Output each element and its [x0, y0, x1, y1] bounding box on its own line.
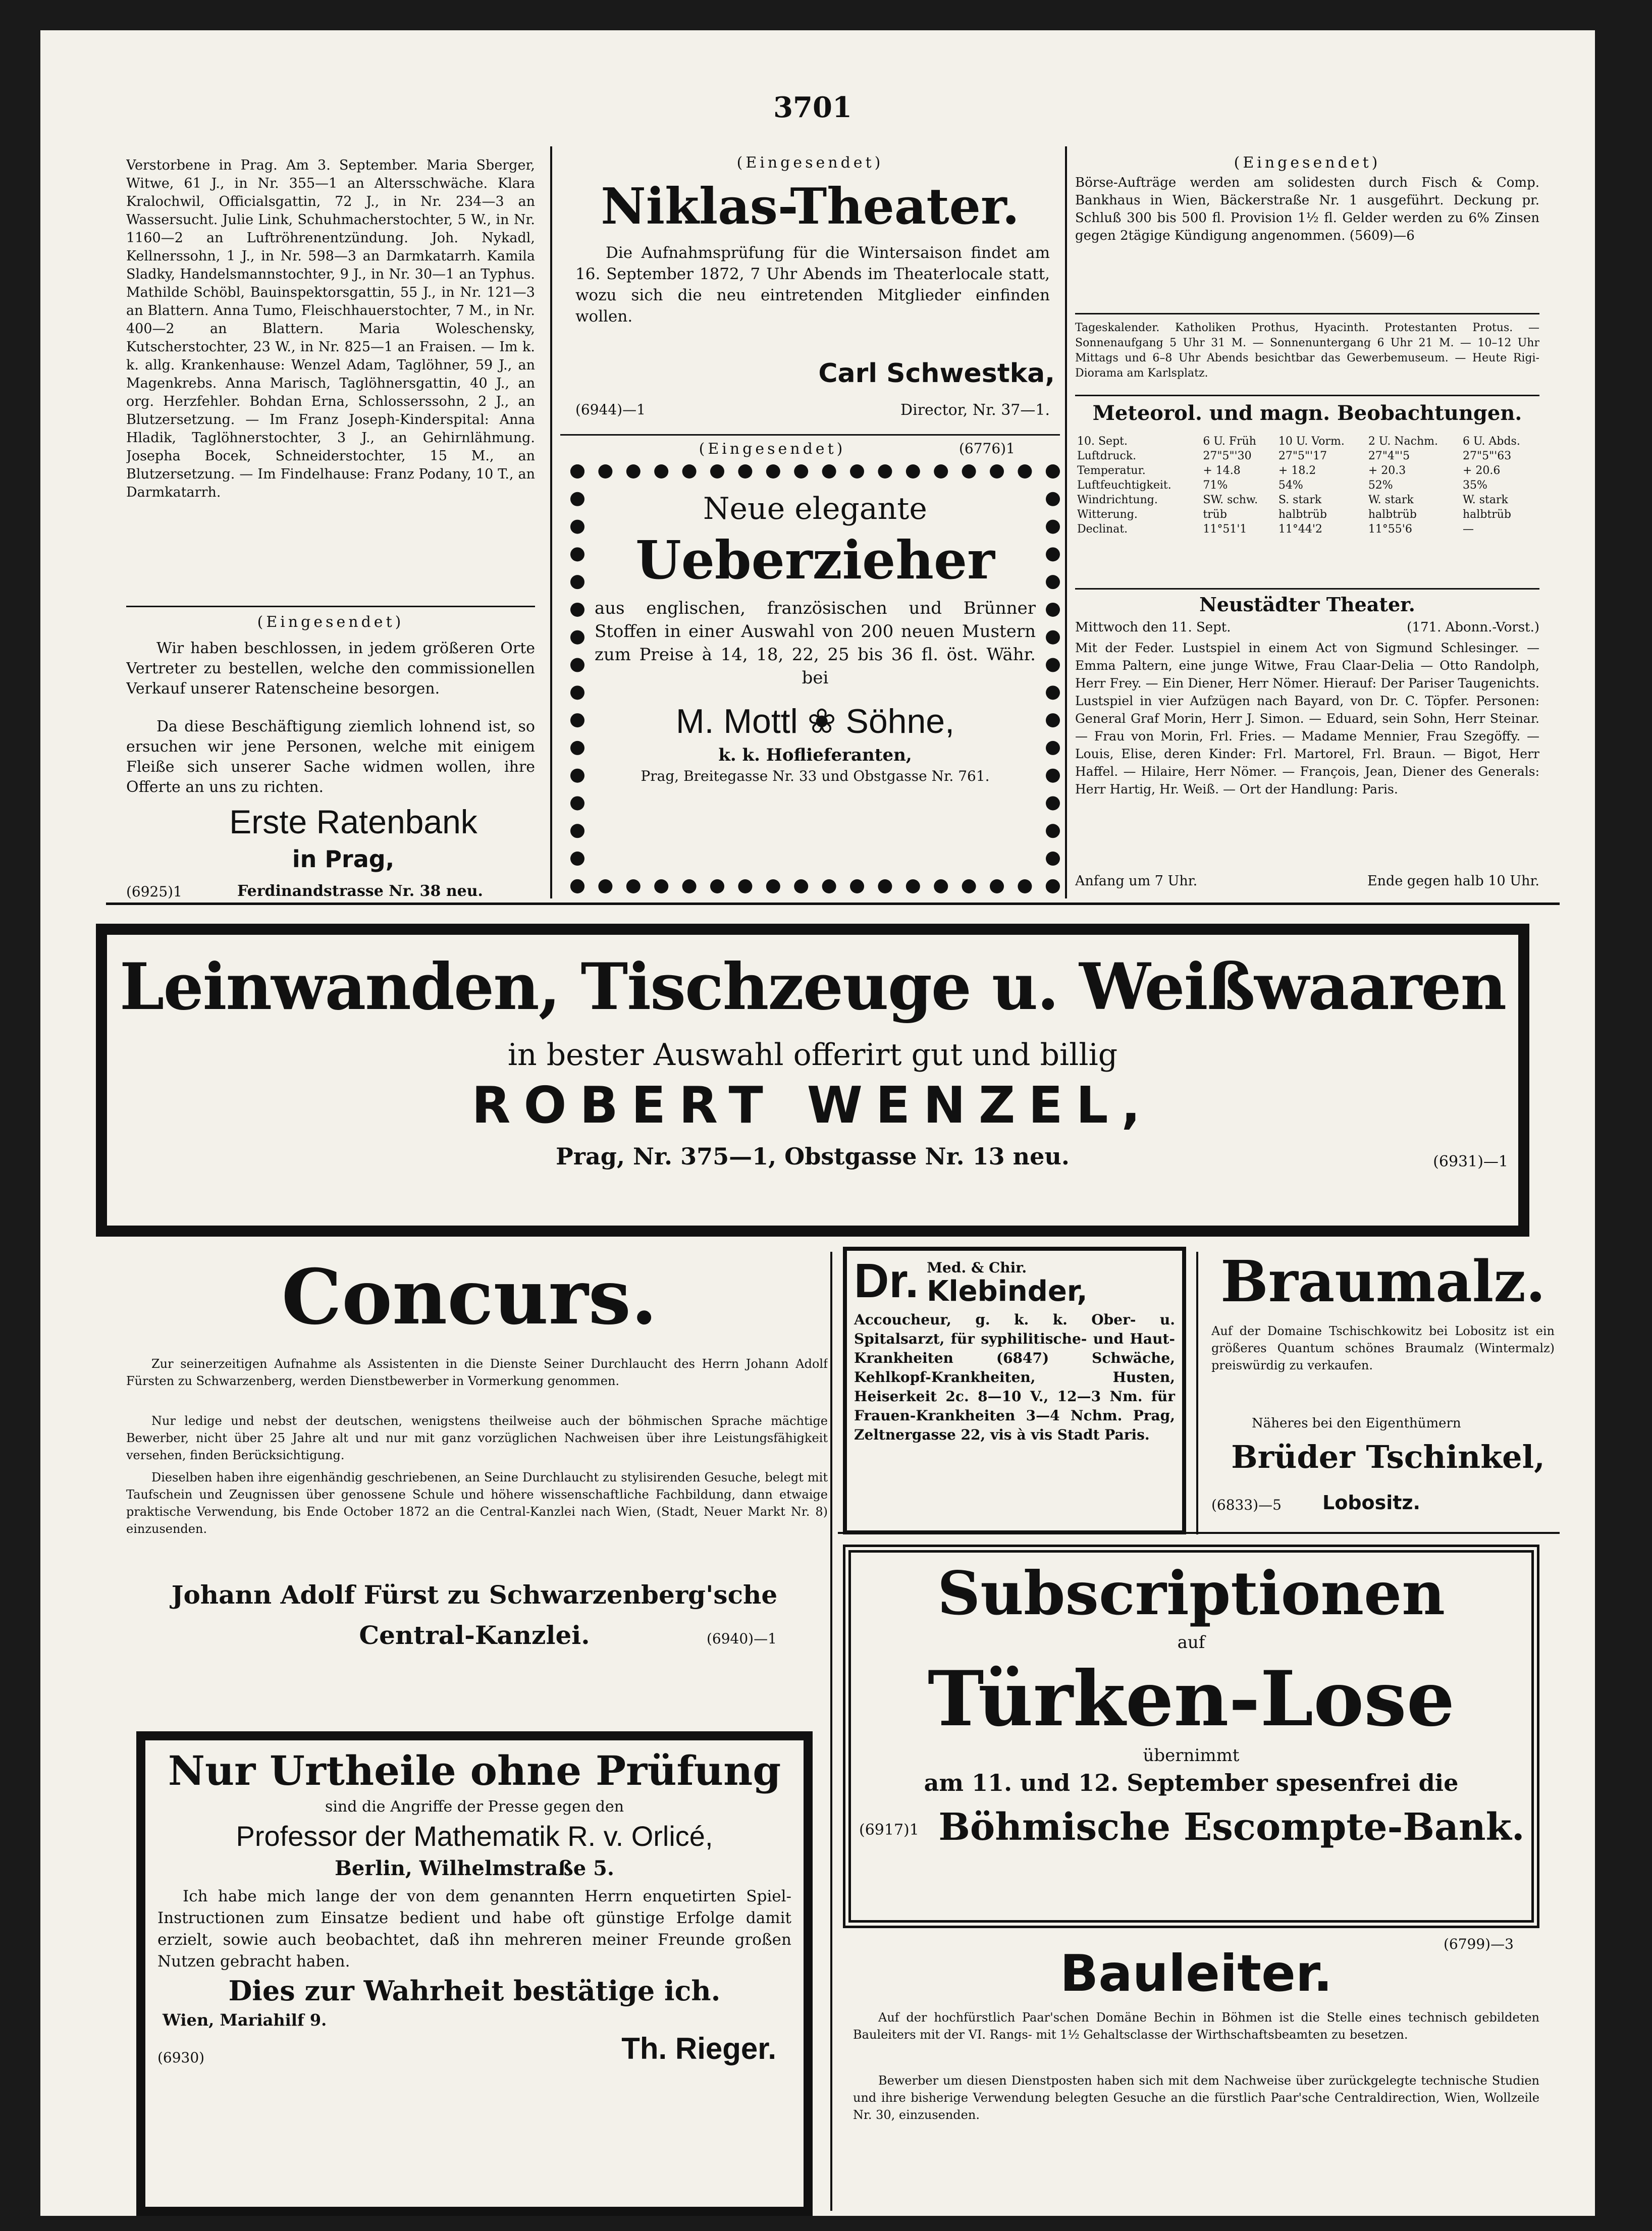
bauleiter-title: Bauleiter. [1060, 1944, 1333, 2003]
wenzel-banner [96, 924, 1529, 1237]
concurs-p3: Dieselben haben ihre eigenhändig geschriebenen, an Seine Durchlaucht zu stylisirenden Gesuche, belegt mit Taufschein und Zeugnissen über genossene Schule und höhere wissenschaftliche Fachbildung, dann etwaige praktische Verwendung, bis Ende October 1872 an die Central-Kanzlei nach Wien, (Stadt, Neuer Markt Nr. 8) einzusenden. [126, 1470, 828, 1536]
ueberzieher-ad [570, 464, 1060, 893]
niklas-signer: Carl Schwestka, [818, 358, 1055, 389]
divider [1075, 588, 1539, 590]
theater-date: Mittwoch den 11. Sept. [1075, 620, 1231, 635]
concurs-title: Concurs. [281, 1253, 658, 1342]
ad-text: aus englischen, französischen und Brünner Stoffen in einer Auswahl von 200 neuen Mustern zum Preise à 14, 18, 22, 25 bis 36 fl. öst. Währ. bei [595, 598, 1036, 688]
subscr-bank: Böhmische Escompte-Bank. [938, 1805, 1525, 1849]
ueberzieher-ref: (6776)1 [959, 440, 1015, 457]
subscr-title: Subscriptionen [937, 1558, 1445, 1628]
ratenbank-name: Erste Ratenbank [229, 803, 477, 840]
braumalz-ref: (6833)—5 [1211, 1497, 1282, 1513]
death-notices: Verstorbene in Prag. Am 3. September. Maria Sberger, Witwe, 61 J., in Nr. 355—1 an Altersschwäche. Klara Kralochwil, Officialsgattin, 72 J., in Nr. 234—3 an Wassersucht. Julie Link, Schuhmacherstochter, 5 W., in Nr. 1160—2 an Luftröhrenentzündung. Joh. Nykadl, Kellnerssohn, 1 J., in Nr. 598—3 an Darmkatarrh. Kamila Sladky, Handelsmannstochter, 9 J., in Nr. 30—1 an Typhus. Mathilde Schöbl, Bauinspektorsgattin, 55 J., in Nr. 121—3 an Blattern. Anna Tumo, Fleischhauerstochter, 7 M., in Nr. 400—2 an Blattern. Maria Woleschensky, Kutscherstochter, 23 W., in Nr. 825—1 an Fraisen. — Im k. k. allg. Krankenhause: Wenzel Adam, Taglöhner, 59 J., an Magenkrebs. Anna Marisch, Taglöhnersgattin, 40 J., an org. Herzfehler. Bohdan Erna, Schlosserssohn, 2 J., an Blutzersetzung. — Im Franz Joseph-Kinderspital: Anna Hladik, Taglöhnerstochter, 3 J., an Gehirnlähmung. Josepha Bocek, Schneiderstochter, 15 M., an Blutzersetzung. — Im Findelhause: Franz Podany, 10 T., an Darmkatarrh. [126, 157, 535, 500]
section-divider [106, 902, 1560, 905]
doctor-ad [843, 1247, 1186, 1534]
braumalz-firm: Brüder Tschinkel, [1231, 1439, 1545, 1475]
ad-role: k. k. Hoflieferanten, [718, 745, 912, 765]
banner-ref: (6931)—1 [1433, 1153, 1508, 1171]
niklas-role: Director, Nr. 37—1. [900, 401, 1050, 419]
meteo-row: Declinat. 11°51'1 11°44'2 11°55'6 — [1077, 523, 1474, 536]
meteo-row: Luftdruck. 27"5"'30 27"5"'17 27"4"'5 27"5"'63 [1077, 450, 1512, 462]
theater-times [1075, 873, 1539, 893]
banner-address: Prag, Nr. 375—1, Obstgasse Nr. 13 neu. [556, 1143, 1070, 1170]
banner-subtitle: in bester Auswahl offerirt gut und billig [507, 1037, 1118, 1073]
urtheile-address: Berlin, Wilhelmstraße 5. [335, 1856, 614, 1880]
banner-title: Leinwanden, Tischzeuge u. Weißwaaren [119, 949, 1506, 1024]
column-rule [550, 146, 552, 898]
theater-abonnement: (171. Abonn.-Vorst.) [1407, 620, 1539, 635]
meteo-table [1075, 434, 1539, 586]
meteo-row: 10. Sept. 6 U. Früh 10 U. Vorm. 2 U. Nachm. 6 U. Abds. [1077, 435, 1520, 448]
ratenbank-city: in Prag, [292, 845, 395, 873]
doctor-prefix: Dr. [854, 1254, 919, 1308]
column-rule [1196, 1252, 1198, 1534]
niklas-theater-title: Niklas-Theater. [601, 178, 1020, 236]
eingesendet-label: (Eingesendet) [699, 440, 846, 458]
divider [1075, 313, 1539, 314]
banner-firm: ROBERT WENZEL, [471, 1076, 1154, 1135]
subscr-lose: Türken-Lose [927, 1655, 1455, 1743]
meteo-row: Temperatur. + 14.8 + 18.2 + 20.3 + 20.6 [1077, 464, 1501, 477]
urtheile-signer: Th. Rieger. [621, 2032, 776, 2065]
ad-line-1: Neue elegante [703, 491, 927, 526]
meteo-row: Witterung. trüb halbtrüb halbtrüb halbtrüb [1077, 508, 1512, 521]
ad-firm: M. Mottl ❀ Söhne, [675, 702, 955, 740]
meteo-row: Windrichtung. SW. schw. S. stark W. stark W. stark [1077, 494, 1508, 506]
divider [838, 1532, 1560, 1534]
neustaedter-theater-title: Neustädter Theater. [1199, 593, 1415, 616]
urtheile-ref: (6930) [157, 2049, 205, 2066]
braumalz-text: Auf der Domaine Tschischkowitz bei Lobositz ist ein größeres Quantum schönes Braumalz (Wintermalz) preiswürdig zu verkaufen. [1211, 1324, 1555, 1372]
eingesendet-label: (Eingesendet) [736, 154, 884, 172]
meteo-row: Luftfeuchtigkeit. 71% 54% 52% 35% [1077, 479, 1487, 492]
newspaper-page [40, 30, 1595, 2216]
divider [1075, 395, 1539, 396]
urtheile-ad [136, 1731, 813, 2216]
theater-programme: Mit der Feder. Lustspiel in einem Act von Sigmund Schlesinger. — Emma Paltern, eine junge Witwe, Frau Claar-Delia — Otto Randolph, Herr Frey. — Ein Diener, Herr Nömer. Hierauf: Der Pariser Taugenichts. Lustspiel in vier Aufzügen nach Bayard, von Dr. C. Töpfer. Personen: General Graf Morin, Herr J. Simon. — Eduard, sein Sohn, Herr Steinar. — Frau von Morin, Frl. Fries. — Madame Mennier, Frau Szegöffy. — Louis, Elise, deren Kinder: Frl. Martorel, Frl. Braun. — Bigot, Herr Haffel. — Hilaire, Herr Nömer. — François, Jean, Diener des Generals: Herr Hartig, Hr. Weiß. — Ort der Handlung: Paris. [1075, 641, 1539, 796]
bauleiter-p2: Bewerber um diesen Dienstposten haben sich mit dem Nachweise über zurückgelegte technische Studien und ihre bisherige Verwendung belegten Gesuche an die fürstlich Paar'sche Centraldirection, Wien, Wollzeile Nr. 30, einzusenden. [853, 2074, 1539, 2122]
concurs-p2: Nur ledige und nebst der deutschen, wenigstens theilweise auch der böhmischen Sprache mächtige Bewerber, nicht über 25 Jahre alt und nur mit ganz vorzüglichen Nachweisen über ihre Leistungsfähigkeit versehen, finden Berücksichtigung. [126, 1414, 828, 1462]
subscriptionen-ad [843, 1545, 1539, 1928]
urtheile-professor: Professor der Mathematik R. v. Orlicé, [236, 1820, 713, 1852]
tageskalender: Tageskalender. Katholiken Prothus, Hyacinth. Protestanten Protus. — Sonnenaufgang 5 Uhr 31 M. — Sonnenuntergang 6 Uhr 21 M. — 10–12 Uhr Mittags und 6–8 Uhr Abends besichtbar das Gewerbemuseum. — Heute Rigi-Diorama am Karlsplatz. [1075, 322, 1539, 380]
ad-line-2: Ueberzieher [635, 529, 995, 591]
ratenbank-ref: (6925)1 [126, 883, 182, 900]
concurs-signature-2: Central-Kanzlei. [359, 1620, 590, 1650]
braumalz-city: Lobositz. [1322, 1492, 1420, 1514]
doctor-specialty: Med. & Chir. [927, 1259, 1027, 1276]
concurs-p1: Zur seinerzeitigen Aufnahme als Assistenten in die Dienste Seiner Durchlaucht des Herrn Johann Adolf Fürsten zu Schwarzenberg, werden Dienstbewerber in Vormerkung genommen. [126, 1357, 828, 1388]
ratenbank-address: Ferdinandstrasse Nr. 38 neu. [237, 882, 483, 900]
theater-begin: Anfang um 7 Uhr. [1075, 873, 1198, 889]
subscr-uebernimmt: übernimmt [1143, 1745, 1240, 1766]
divider [560, 434, 1060, 436]
ad-address: Prag, Breitegasse Nr. 33 und Obstgasse Nr. 761. [641, 768, 990, 784]
divider [126, 606, 535, 607]
urtheile-line1: sind die Angriffe der Presse gegen den [325, 1798, 624, 1816]
braumalz-more: Näheres bei den Eigenthümern [1252, 1416, 1461, 1431]
niklas-theater-text: Die Aufnahmsprüfung für die Wintersaison findet am 16. September 1872, 7 Uhr Abends im Theaterlocale statt, wozu sich die neu eintretenden Mitglieder einfinden wollen. [575, 244, 1050, 326]
theater-end: Ende gegen halb 10 Uhr. [1367, 873, 1539, 889]
urtheile-text: Ich habe mich lange der von dem genannten Herrn enquetirten Spiel-Instructionen zum Einsatze bedient und habe oft günstige Erfolge damit erzielt, sowie auch beobachtet, daß ihn mehreren meiner Freunde großen Nutzen gebracht haben. [157, 1887, 791, 1971]
meteo-title: Meteorol. und magn. Beobachtungen. [1092, 401, 1522, 425]
ratenbank-text-1: Wir haben beschlossen, in jedem größeren Orte Vertreter zu bestellen, welche den commissionellen Verkauf unserer Ratenscheine besorgen. [126, 640, 535, 698]
concurs-signature-1: Johann Adolf Fürst zu Schwarzenberg'sche [171, 1580, 778, 1610]
doctor-text: Accoucheur, g. k. k. Ober- u. Spitalsarzt, für syphilitische- und Haut-Krankheiten (6847) Schwäche, Kehlkopf-Krankheiten, Husten, Heiserkeit 2c. 8—10 V., 12—3 Nm. für Frauen-Krankheiten 3—4 Nchm. Prag, Zeltnergasse 22, vis à vis Stadt Paris. [854, 1311, 1175, 1443]
column-rule [1065, 146, 1067, 898]
doctor-name: Klebinder, [927, 1275, 1088, 1308]
urtheile-title: Nur Urtheile ohne Prüfung [168, 1747, 781, 1794]
niklas-ref: (6944)—1 [575, 401, 646, 418]
page-number: 3701 [773, 91, 852, 124]
urtheile-city: Wien, Mariahilf 9. [163, 2010, 327, 2030]
eingesendet-label: (Eingesendet) [1234, 154, 1381, 172]
concurs-ref: (6940)—1 [707, 1630, 777, 1647]
eingesendet-label: (Eingesendet) [257, 613, 404, 631]
theater-date-line [1075, 620, 1539, 639]
subscr-dates: am 11. und 12. September spesenfrei die [924, 1769, 1459, 1796]
bauleiter-p1: Auf der hochfürstlich Paar'schen Domäne Bechin in Böhmen ist die Stelle eines technisch gebildeten Bauleiters mit der VI. Rangs- mit 1½ Gehaltsclasse der Wirthschaftsbeamten zu besetzen. [853, 2010, 1539, 2042]
boerse-notice: Börse-Aufträge werden am solidesten durch Fisch & Comp. Bankhaus in Wien, Bäckerstraße Nr. 1 ausgeführt. Deckung pr. Schluß 300 bis 500 fl. Provision 1½ fl. Gelder werden zu 6% Zinsen gegen 2tägige Kündigung angenommen. (5609)—6 [1075, 175, 1539, 243]
column-rule [830, 1252, 832, 2211]
urtheile-confirm: Dies zur Wahrheit bestätige ich. [228, 1975, 721, 2007]
subscr-auf: auf [1177, 1632, 1205, 1653]
ratenbank-text-2: Da diese Beschäftigung ziemlich lohnend ist, so ersuchen wir jene Personen, welche mit einigem Fleiße sich unserer Sache widmen wollen, ihre Offerte an uns zu richten. [126, 718, 535, 796]
subscr-ref: (6917)1 [859, 1821, 919, 1839]
bauleiter-ref: (6799)—3 [1444, 1936, 1514, 1952]
braumalz-title: Braumalz. [1220, 1249, 1546, 1315]
